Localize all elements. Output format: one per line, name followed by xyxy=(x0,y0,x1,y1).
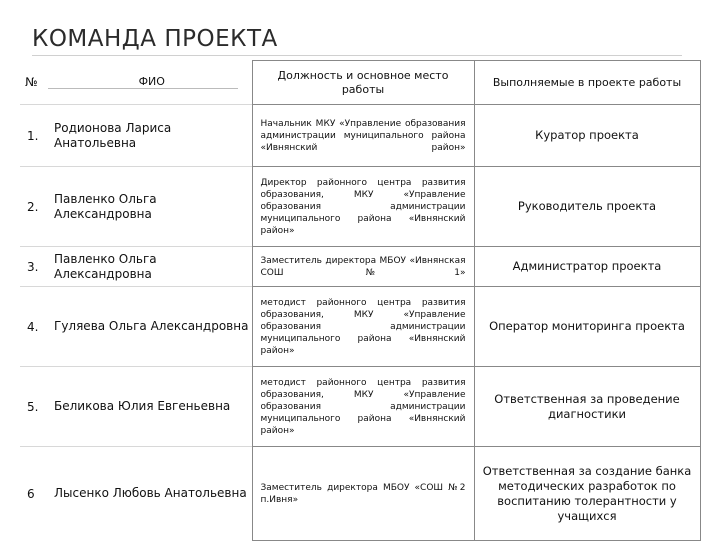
row-fio: Павленко Ольга Александровна xyxy=(52,167,252,247)
row-position: Заместитель директора МБОУ «Ивнянская СОШ №1» xyxy=(252,247,474,287)
project-team-table xyxy=(20,60,701,541)
row-num: 6 xyxy=(20,447,52,541)
row-fio: Гуляева Ольга Александровна xyxy=(52,287,252,367)
row-role: Оператор мониторинга проекта xyxy=(474,287,700,367)
row-num: 2. xyxy=(20,167,52,247)
table-row xyxy=(20,105,700,167)
row-position: Директор районного центра развития образования, МКУ «Управление образования администрации муниципального района «Ивнянский район» xyxy=(252,167,474,247)
row-fio: Лысенко Любовь Анатольевна xyxy=(52,447,252,541)
page-title: КОМАНДА ПРОЕКТА xyxy=(32,26,278,52)
table-row xyxy=(20,167,700,247)
row-role: Ответственная за проведение диагностики xyxy=(474,367,700,447)
row-num: 4. xyxy=(20,287,52,367)
header-fio: ФИО xyxy=(138,75,165,89)
table-header-row xyxy=(20,61,700,105)
header-num: № xyxy=(25,75,38,90)
row-position: Начальник МКУ «Управление образования администрации муниципального района «Ивнянский район» xyxy=(252,105,474,167)
row-role: Ответственная за создание банка методических разработок по воспитанию толерантности у учащихся xyxy=(474,447,700,541)
table-row xyxy=(20,367,700,447)
row-fio: Беликова Юлия Евгеньевна xyxy=(52,367,252,447)
title-divider xyxy=(32,55,682,56)
row-role: Куратор проекта xyxy=(474,105,700,167)
row-fio: Родионова Лариса Анатольевна xyxy=(52,105,252,167)
table-row xyxy=(20,287,700,367)
row-role: Администратор проекта xyxy=(474,247,700,287)
row-role: Руководитель проекта xyxy=(474,167,700,247)
row-num: 1. xyxy=(20,105,52,167)
header-role: Выполняемые в проекте работы xyxy=(474,61,700,105)
row-position: методист районного центра развития образования, МКУ «Управление образования администрации муниципального района «Ивнянский район» xyxy=(252,287,474,367)
table-row xyxy=(20,447,700,541)
row-fio: Павленко Ольга Александровна xyxy=(52,247,252,287)
header-position: Должность и основное место работы xyxy=(252,61,474,105)
row-num: 5. xyxy=(20,367,52,447)
table-row xyxy=(20,247,700,287)
row-num: 3. xyxy=(20,247,52,287)
row-position: Заместитель директора МБОУ «СОШ №2 п.Ивня» xyxy=(252,447,474,541)
row-position: методист районного центра развития образования, МКУ «Управление образования администрации муниципального района «Ивнянский район» xyxy=(252,367,474,447)
